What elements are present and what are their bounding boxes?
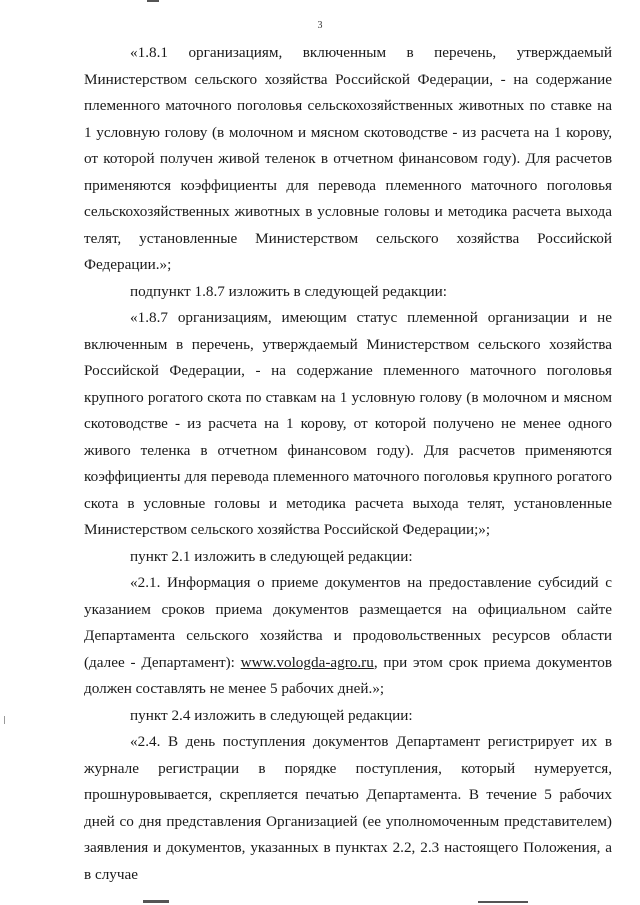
instruction-2-4: пункт 2.4 изложить в следующей редакции: [130,706,413,724]
scan-artifact [147,0,159,2]
page-number: 3 [317,20,323,31]
paragraph-2-1-text-end: , при этом срок приема документов должен составлять не менее 5 рабочих дней.»; [84,653,612,697]
paragraph-1-8-7: «1.8.7 организациям, имеющим статус племенной организации и не включенным в перечень, утверждаемый Министерством сельского хозяйства Российской Федерации, - на содержание племенного маточного поголовья крупного рогатого скота по ставкам на 1 условную голову (в молочном и мясном скотоводстве - из расчета на 1 корову, от которой получено не менее одного живого теленка в отчетном финансовом году). Для расчетов применяются коэффициенты для перевода племенного маточного поголовья крупного рогатого скота в условные головы и методика расчета выхода телят, установленные Министерством сельского хозяйства Российской Федерации;»; [84,309,612,538]
paragraph-2-1 [84,570,612,703]
scan-artifact [4,716,5,724]
paragraph-2-1-text: «2.1. Информация о приеме документов на предоставление субсидий с указанием сроков приема документов размещается на официальном сайте Департамента сельского хозяйства и продовольственных ресурсов области (далее - Департамент): [84,574,612,671]
scan-artifact [478,901,528,903]
instruction-2-1: пункт 2.1 изложить в следующей редакции: [130,547,413,565]
instruction-1-8-7: подпункт 1.8.7 изложить в следующей редакции: [130,282,447,300]
paragraph-1-8-1: «1.8.1 организациям, включенным в перечень, утверждаемый Министерством сельского хозяйства Российской Федерации, - на содержание племенного маточного поголовья сельскохозяйственных животных по ставке на 1 условную голову (в молочном и мясном скотоводстве - из расчета на 1 корову, от которой получен живой теленок в отчетном финансовом году). Для расчетов применяются коэффициенты для перевода племенного маточного поголовья сельскохозяйственных животных в условные головы и методика расчета выхода телят, установленные Министерством сельского хозяйства Российской Федерации.»; [84,44,612,273]
document-body [84,40,612,888]
paragraph-2-4: «2.4. В день поступления документов Департамент регистрирует их в журнале регистрации в порядке поступления, который нумеруется, прошнуровывается, скрепляется печатью Департамента. В течение 5 рабочих дней со дня представления Организацией (ее уполномоченным представителем) заявления и документов, указанных в пунктах 2.2, 2.3 настоящего Положения, а в случае [84,733,612,883]
website-link[interactable]: www.vologda-agro.ru [240,653,374,671]
scan-artifact [143,900,169,903]
